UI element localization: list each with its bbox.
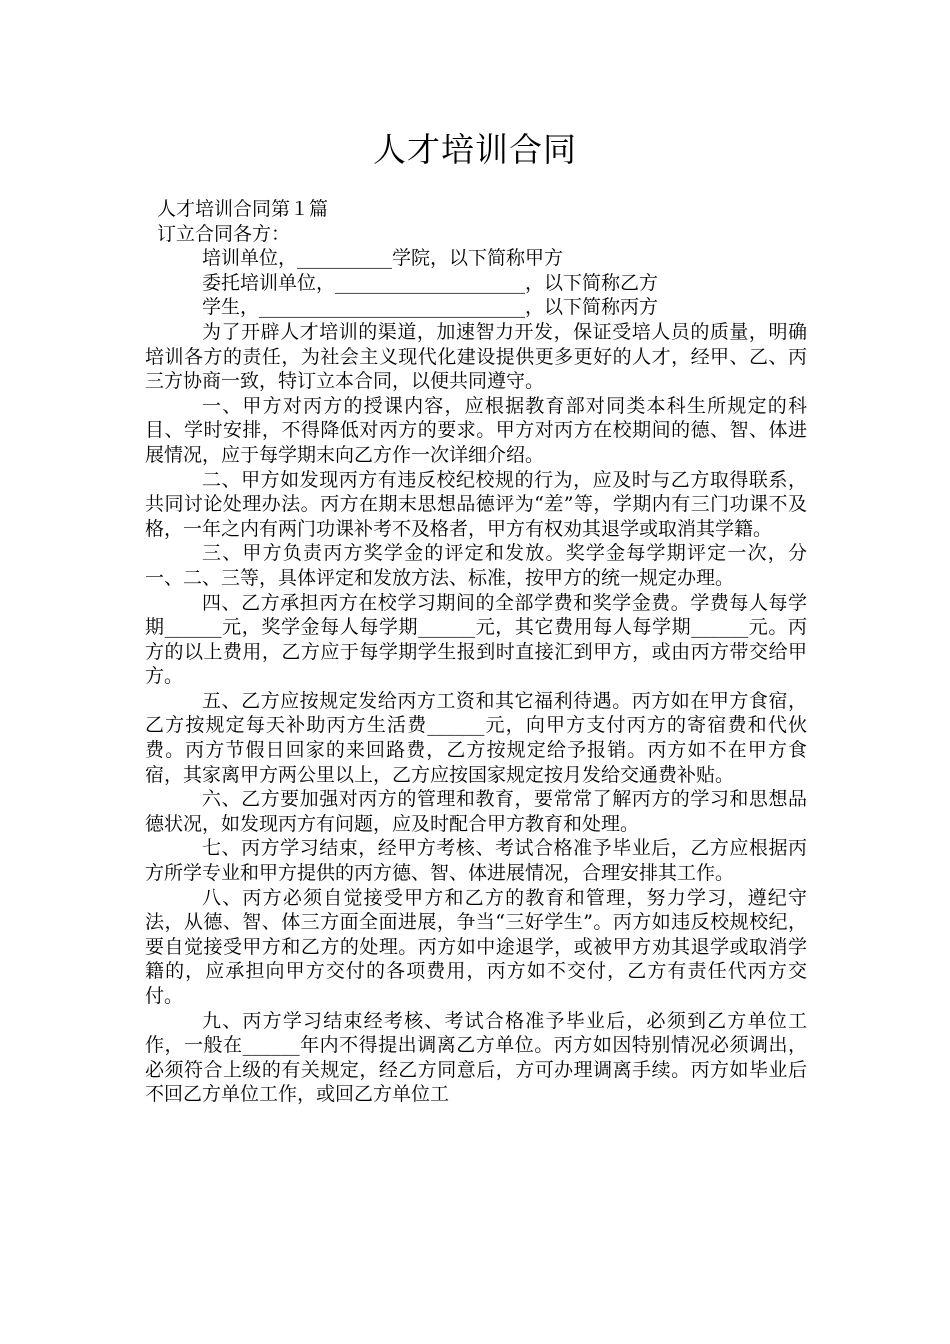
- parties-heading: 订立合同各方：: [157, 222, 291, 245]
- paragraph-clause-6: 六、乙方要加强对丙方的管理和教育，要常常了解丙方的学习和思想品德状况，如发现丙方有问题，应及时配合甲方教育和处理。: [145, 788, 807, 835]
- document-body: [145, 197, 807, 1107]
- document-subtitle: 人才培训合同第１篇: [157, 198, 329, 220]
- paragraph-clause-8: 八、丙方必须自觉接受甲方和乙方的教育和管理，努力学习，遵纪守法，从德、智、体三方面全面进展，争当“三好学生”。丙方如违反校规校纪，要自觉接受甲方和乙方的处理。丙方如中途退学，或被甲方劝其退学或取消学籍的，应承担向甲方交付的各项费用，丙方如不交付，乙方有责任代丙方交付。: [145, 886, 807, 1007]
- paragraph-preamble: 为了开辟人才培训的渠道，加速智力开发，保证受培人员的质量，明确培训各方的责任，为社会主义现代化建设提供更多更好的人才，经甲、乙、丙三方协商一致，特订立本合同，以便共同遵守。: [145, 320, 807, 393]
- paragraph-clause-1: 一、甲方对丙方的授课内容，应根据教育部对同类本科生所规定的科目、学时安排，不得降低对丙方的要求。甲方对丙方在校期间的德、智、体进展情况，应于每学期末向乙方作一次详细介绍。: [145, 394, 807, 466]
- paragraph-clause-9: 九、丙方学习结束经考核、考试合格准予毕业后，必须到乙方单位工作，一般在______年内不得提出调离乙方单位。丙方如因特别情况必须调出，必须符合上级的有关规定，经乙方同意后，方可办理调离手续。丙方如毕业后不回乙方单位工作，或回乙方单位工: [145, 1009, 807, 1106]
- paragraph-clause-3: 三、甲方负责丙方奖学金的评定和发放。奖学金每学期评定一次，分一、二、三等，具体评定和发放方法、标准，按甲方的统一规定办理。: [145, 542, 807, 589]
- document-title: 人才培训合同: [373, 130, 577, 169]
- paragraph-clause-4: 四、乙方承担丙方在校学习期间的全部学费和奖学金费。学费每人每学期______元，奖学金每人每学期______元，其它费用每人每学期______元。丙方的以上费用，乙方应于每学期学生报到时直接汇到甲方，或由丙方带交给甲方。: [145, 591, 807, 688]
- paragraph-clause-7: 七、丙方学习结束，经甲方考核、考试合格准予毕业后，乙方应根据丙方所学专业和甲方提供的丙方德、智、体进展情况，合理安排其工作。: [145, 837, 807, 885]
- party-line-student: 学生，____________________________，以下简称丙方: [202, 296, 659, 319]
- party-line-entrusting-unit: 委托培训单位，____________________，以下简称乙方: [202, 271, 659, 294]
- party-line-training-unit: 培训单位，__________学院，以下简称甲方: [202, 247, 564, 270]
- paragraph-clause-2: 二、甲方如发现丙方有违反校纪校规的行为，应及时与乙方取得联系，共同讨论处理办法。丙方在期末思想品德评为“差”等，学期内有三门功课不及格，一年之内有两门功课补考不及格者，甲方有权劝其退学或取消其学籍。: [145, 468, 807, 540]
- paragraph-clause-5: 五、乙方应按规定发给丙方工资和其它福利待遇。丙方如在甲方食宿，乙方按规定每天补助丙方生活费______元，向甲方支付丙方的寄宿费和代伙费。丙方节假日回家的来回路费，乙方按规定给予报销。丙方如不在甲方食宿，其家离甲方两公里以上，乙方应按国家规定按月发给交通费补贴。: [145, 689, 807, 786]
